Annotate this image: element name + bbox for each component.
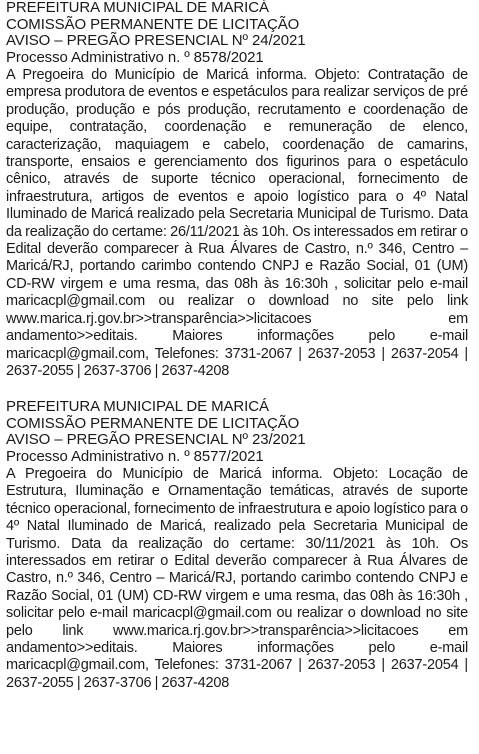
notice-pregao-24-2021 (6, 0, 468, 380)
notice-title: AVISO – PREGÃO PRESENCIAL Nº 23/2021 (6, 431, 306, 448)
notice-process-number: Processo Administrativo n. º 8577/2021 (6, 447, 264, 465)
notice-commission: COMISSÃO PERMANENTE DE LICITAÇÃO (6, 414, 300, 432)
notice-pregao-23-2021 (6, 399, 468, 692)
notice-title: AVISO – PREGÃO PRESENCIAL Nº 24/2021 (6, 32, 306, 49)
notice-issuer: PREFEITURA MUNICIPAL DE MARICÁ (6, 0, 269, 16)
notice-commission: COMISSÃO PERMANENTE DE LICITAÇÃO (6, 15, 300, 33)
notice-process-number: Processo Administrativo n. º 8578/2021 (6, 48, 264, 66)
notice-body: A Pregoeira do Município de Maricá informa. Objeto: Locação de Estrutura, Iluminação e Ornamentação temáticas, através de suporte técnico operacional, fornecimento de infraestrutura e apoio logístico para o 4º Natal Iluminado de Maricá, realizado pela Secretaria Municipal de Turismo. Data da realização do certame: 30/11/2021 às 10h. Os interessados em retirar o Edital deverão comparecer à Rua Álvares de Castro, n.º 346, Centro – Maricá/RJ, portando carimbo contendo CNPJ e Razão Social, 01 (UM) CD-RW virgem e uma resma, das 08h às 16:30h , solicitar pelo e-mail maricacpl@gmail.com ou realizar o download no site pelo link www.marica.rj.gov.br>>transparência>>licitacoes em andamento>>editais. Maiores informações pelo e-mail maricacpl@gmail.com, Telefones: 3731-2067 | 2637-2053 | 2637-2054 | 2637-2055 | 2637-3706 | 2637-4208 (6, 466, 468, 691)
notice-body: A Pregoeira do Município de Maricá informa. Objeto: Contratação de empresa produtora de eventos e espetáculos para realizar serviços de pré produção, produção e pós produção, recrutamento e coordenação de equipe, contratação, coordenação e remuneração de elenco, caracterização, maquiagem e cabelo, coordenação de camarins, transporte, ensaios e gerenciamento dos figurinos para o espetáculo cênico, através de suporte técnico operacional, fornecimento de infraestrutura, artigos de eventos e apoio logístico para o 4º Natal Iluminado de Maricá realizado pela Secretaria Municipal de Turismo. Data da realização do certame: 26/11/2021 às 10h. Os interessados em retirar o Edital deverão comparecer à Rua Álvares de Castro, n.º 346, Centro – Maricá/RJ, portando carimbo contendo CNPJ e Razão Social, 01 (UM) CD-RW virgem e uma resma, das 08h às 16:30h , solicitar pelo e-mail maricacpl@gmail.com ou realizar o download no site pelo link www.marica.rj.gov.br>>transparência>>licitacoes em andamento>>editais. Maiores informações pelo e-mail maricacpl@gmail.com, Telefones: 3731-2067 | 2637-2053 | 2637-2054 | 2637-2055 | 2637-3706 | 2637-4208 (6, 67, 468, 379)
notice-issuer: PREFEITURA MUNICIPAL DE MARICÁ (6, 398, 269, 415)
